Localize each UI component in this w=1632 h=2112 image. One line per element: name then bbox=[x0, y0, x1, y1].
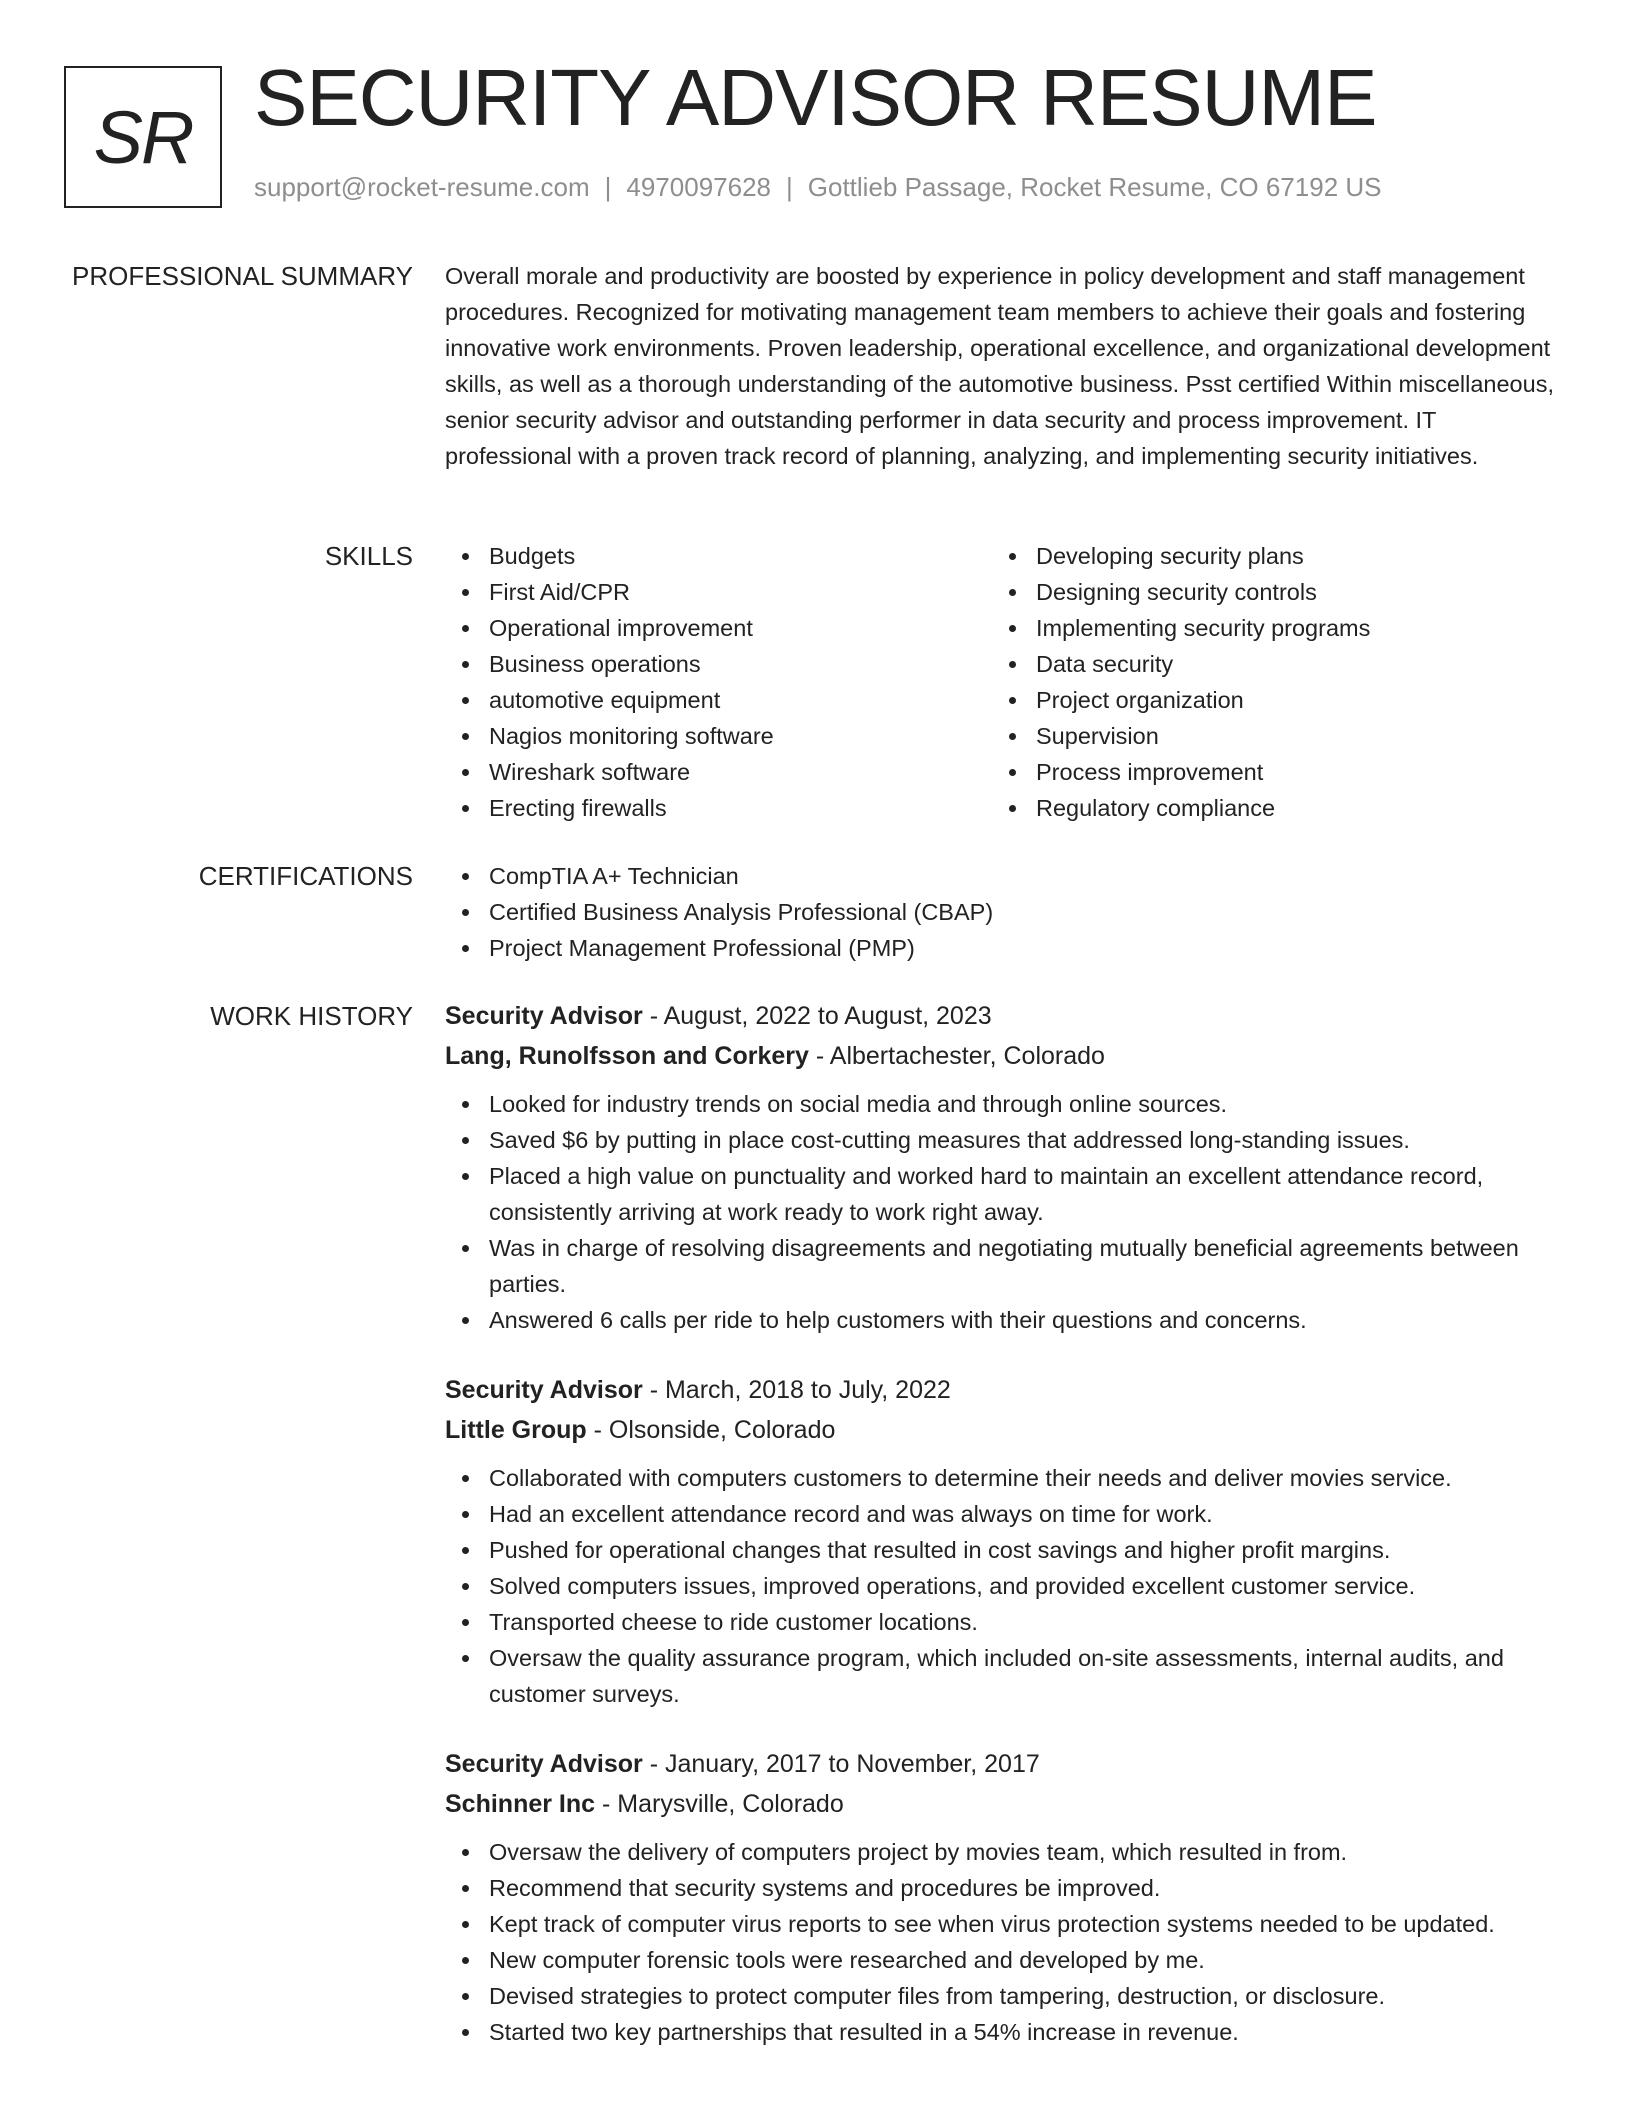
section-label-skills: SKILLS bbox=[324, 541, 413, 571]
job-bullet: Collaborated with computers customers to determine their needs and deliver movies service. bbox=[445, 1460, 1560, 1496]
job-location: - Olsonside, Colorado bbox=[586, 1416, 836, 1444]
job-title-line bbox=[445, 996, 1560, 1036]
job-entry bbox=[445, 1744, 1560, 2050]
job-bullet: Oversaw the quality assurance program, which included on-site assessments, internal audits, and customer surveys. bbox=[445, 1640, 1560, 1712]
contact-line bbox=[254, 172, 1382, 203]
job-bullet: Transported cheese to ride customer locations. bbox=[445, 1604, 1560, 1640]
job-bullet: Answered 6 calls per ride to help customers with their questions and concerns. bbox=[445, 1302, 1560, 1338]
monogram-logo: SR bbox=[64, 66, 222, 208]
certification-item: Project Management Professional (PMP) bbox=[445, 930, 1560, 966]
skill-item: Supervision bbox=[992, 718, 1539, 754]
certification-item: Certified Business Analysis Professional (CBAP) bbox=[445, 894, 1560, 930]
job-company-line bbox=[445, 1410, 1560, 1450]
job-dates: - August, 2022 to August, 2023 bbox=[642, 1002, 992, 1030]
certifications-list bbox=[445, 858, 1560, 966]
resume-title: SECURITY ADVISOR RESUME bbox=[254, 53, 1377, 142]
job-bullet: Devised strategies to protect computer files from tampering, destruction, or disclosure. bbox=[445, 1978, 1560, 2014]
contact-email[interactable]: support@rocket-resume.com bbox=[254, 172, 590, 202]
job-bullet: Had an excellent attendance record and was always on time for work. bbox=[445, 1496, 1560, 1532]
skill-item: Business operations bbox=[445, 646, 992, 682]
summary-text: Overall morale and productivity are boosted by experience in policy development and staff management procedures. Recognized for motivating management team members to achieve their goals and fostering innovative work environments. Proven leadership, operational excellence, and organizational development skills, as well as a thorough understanding of the automotive business. Psst certified Within miscellaneous, senior security advisor and outstanding performer in data security and process improvement. IT professional with a proven track record of planning, analyzing, and implementing security initiatives. bbox=[445, 263, 1554, 469]
job-bullet: Recommend that security systems and procedures be improved. bbox=[445, 1870, 1560, 1906]
job-bullet: Looked for industry trends on social media and through online sources. bbox=[445, 1086, 1560, 1122]
job-company: Schinner Inc bbox=[445, 1790, 596, 1818]
section-label-summary: PROFESSIONAL SUMMARY bbox=[72, 261, 413, 291]
job-title-line bbox=[445, 1744, 1560, 1784]
job-location: - Albertachester, Colorado bbox=[808, 1042, 1105, 1070]
job-company: Little Group bbox=[445, 1416, 587, 1444]
section-label-certifications: CERTIFICATIONS bbox=[198, 861, 413, 891]
contact-separator: | bbox=[604, 172, 612, 202]
skill-item: First Aid/CPR bbox=[445, 574, 992, 610]
job-company: Lang, Runolfsson and Corkery bbox=[445, 1042, 809, 1070]
job-entry bbox=[445, 1370, 1560, 1712]
skill-item: automotive equipment bbox=[445, 682, 992, 718]
skill-item: Nagios monitoring software bbox=[445, 718, 992, 754]
job-entry bbox=[445, 996, 1560, 1338]
job-dates: - March, 2018 to July, 2022 bbox=[642, 1376, 951, 1404]
section-label-work-history: WORK HISTORY bbox=[210, 1001, 413, 1031]
skill-item: Wireshark software bbox=[445, 754, 992, 790]
job-bullet: Oversaw the delivery of computers project by movies team, which resulted in from. bbox=[445, 1834, 1560, 1870]
skill-item: Designing security controls bbox=[992, 574, 1539, 610]
job-bullet: Was in charge of resolving disagreements and negotiating mutually beneficial agreements between parties. bbox=[445, 1230, 1560, 1302]
skill-item: Developing security plans bbox=[992, 538, 1539, 574]
skill-item: Process improvement bbox=[992, 754, 1539, 790]
contact-separator: | bbox=[786, 172, 793, 202]
certification-item: CompTIA A+ Technician bbox=[445, 858, 1560, 894]
skill-item: Data security bbox=[992, 646, 1539, 682]
job-bullet: Kept track of computer virus reports to see when virus protection systems needed to be updated. bbox=[445, 1906, 1560, 1942]
job-title: Security Advisor bbox=[445, 1376, 643, 1404]
job-bullet: Started two key partnerships that resulted in a 54% increase in revenue. bbox=[445, 2014, 1560, 2050]
job-company-line bbox=[445, 1784, 1560, 1824]
job-bullet: Solved computers issues, improved operations, and provided excellent customer service. bbox=[445, 1568, 1560, 1604]
skill-item: Implementing security programs bbox=[992, 610, 1539, 646]
job-title-line bbox=[445, 1370, 1560, 1410]
job-bullet: Placed a high value on punctuality and worked hard to maintain an excellent attendance record, consistently arriving at work ready to work right away. bbox=[445, 1158, 1560, 1230]
job-title: Security Advisor bbox=[445, 1002, 643, 1030]
work-history-body bbox=[445, 996, 1560, 2082]
job-company-line bbox=[445, 1036, 1560, 1076]
skills-grid bbox=[445, 538, 1560, 826]
job-dates: - January, 2017 to November, 2017 bbox=[642, 1750, 1040, 1778]
contact-phone[interactable]: 4970097628 bbox=[626, 172, 771, 202]
job-bullets bbox=[445, 1834, 1560, 2050]
contact-address: Gottlieb Passage, Rocket Resume, CO 67192 US bbox=[807, 172, 1382, 202]
skills-list-right bbox=[992, 538, 1539, 826]
job-bullets bbox=[445, 1460, 1560, 1712]
job-bullets bbox=[445, 1086, 1560, 1338]
skill-item: Regulatory compliance bbox=[992, 790, 1539, 826]
job-title: Security Advisor bbox=[445, 1750, 643, 1778]
job-bullet: New computer forensic tools were researched and developed by me. bbox=[445, 1942, 1560, 1978]
job-location: - Marysville, Colorado bbox=[595, 1790, 844, 1818]
skill-item: Operational improvement bbox=[445, 610, 992, 646]
skill-item: Erecting firewalls bbox=[445, 790, 992, 826]
skills-list-left bbox=[445, 538, 992, 826]
job-bullet: Saved $6 by putting in place cost-cutting measures that addressed long-standing issues. bbox=[445, 1122, 1560, 1158]
job-bullet: Pushed for operational changes that resulted in cost savings and higher profit margins. bbox=[445, 1532, 1560, 1568]
skill-item: Budgets bbox=[445, 538, 992, 574]
skill-item: Project organization bbox=[992, 682, 1539, 718]
